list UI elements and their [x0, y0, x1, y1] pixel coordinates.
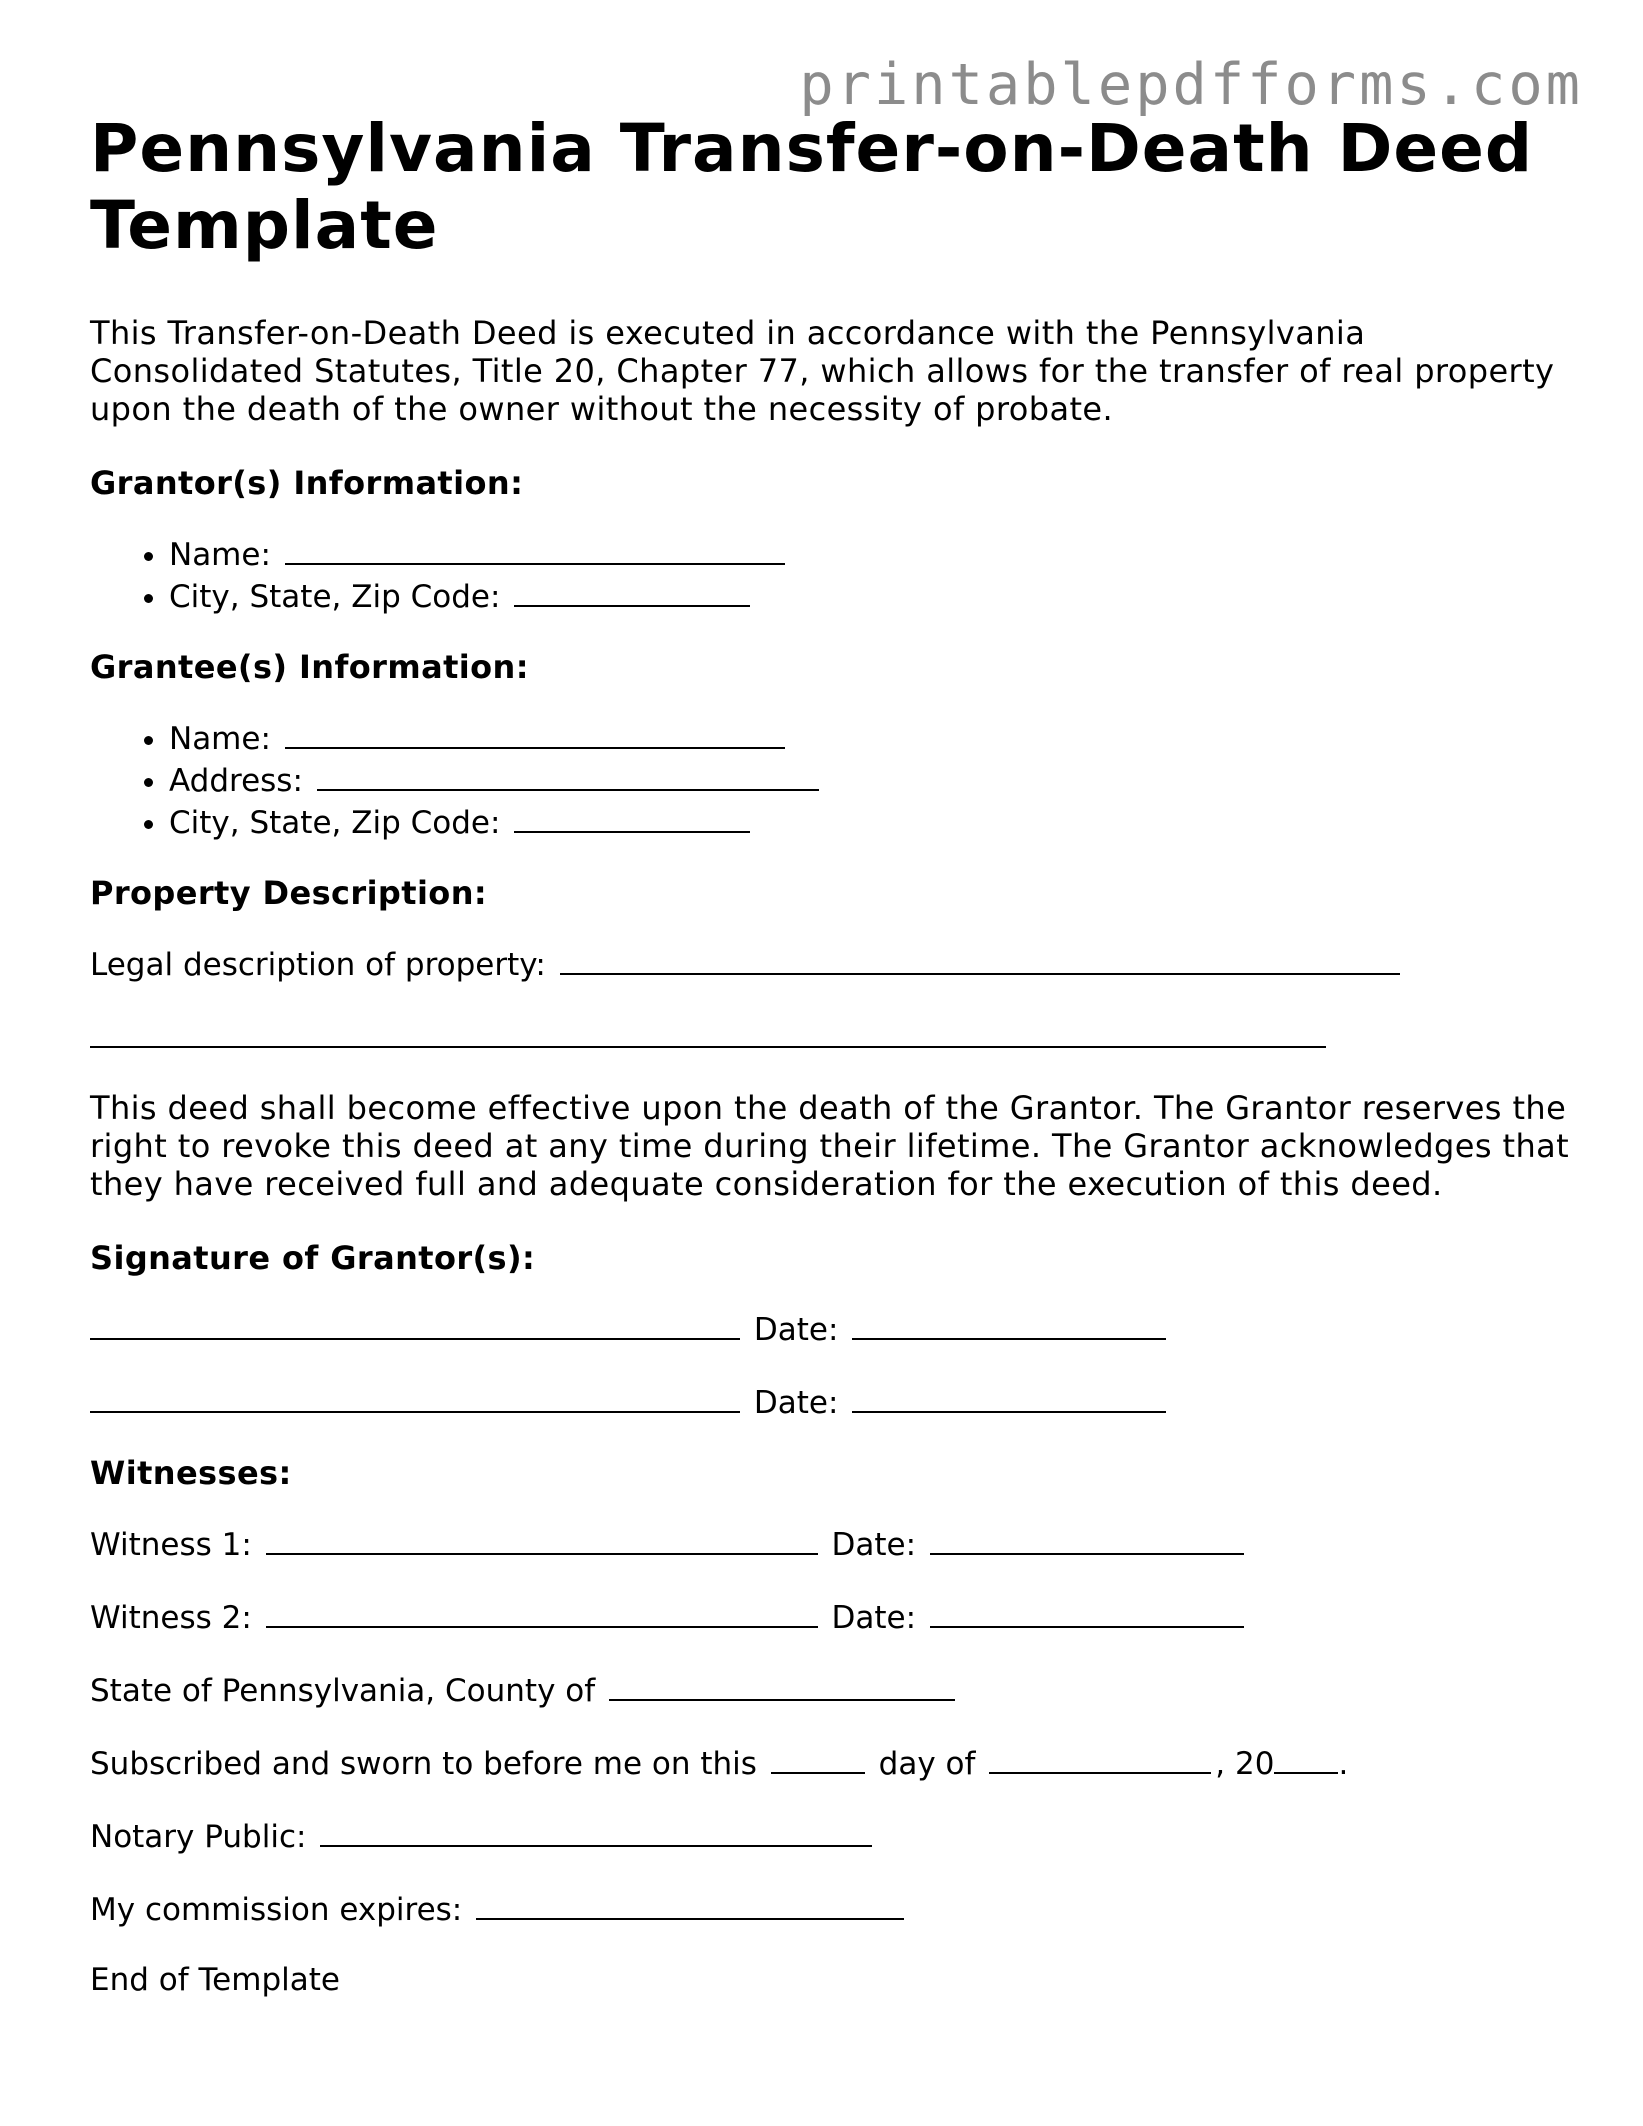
field-label: Address:	[169, 763, 303, 799]
sworn-day-blank[interactable]	[771, 1742, 865, 1774]
signature-line-1	[90, 1308, 1570, 1349]
grantor-city-field	[169, 575, 1570, 617]
commission-label: My commission expires:	[90, 1892, 463, 1928]
sworn-year-label: , 20	[1215, 1746, 1275, 1782]
grantor-name-blank[interactable]	[285, 533, 785, 565]
legal-description-line-2	[90, 1016, 1570, 1057]
legal-description-blank-2[interactable]	[90, 1016, 1326, 1048]
document-page	[90, 110, 1570, 2031]
grantee-city-blank[interactable]	[514, 801, 750, 833]
notary-public-blank[interactable]	[320, 1815, 872, 1847]
sworn-year-blank[interactable]	[1274, 1742, 1338, 1774]
field-label: Name:	[169, 537, 271, 573]
field-label: City, State, Zip Code:	[169, 805, 501, 841]
sworn-end: .	[1338, 1746, 1349, 1782]
legal-description-label: Legal description of property:	[90, 947, 546, 983]
grantee-address-field	[169, 759, 1570, 801]
signature-date-blank-2[interactable]	[852, 1381, 1166, 1413]
witness-2-label: Witness 2:	[90, 1600, 252, 1636]
witness-1-line	[90, 1523, 1570, 1564]
date-label: Date:	[831, 1600, 917, 1636]
witness-2-line	[90, 1596, 1570, 1637]
grantee-name-field	[169, 717, 1570, 759]
property-heading: Property Description:	[90, 874, 488, 912]
grantee-heading: Grantee(s) Information:	[90, 648, 529, 686]
grantee-fields	[90, 717, 1570, 843]
date-label: Date:	[831, 1527, 917, 1563]
end-text: End of Template	[90, 1962, 340, 1998]
county-blank[interactable]	[609, 1669, 955, 1701]
signature-blank-2[interactable]	[90, 1381, 740, 1413]
signature-blank-1[interactable]	[90, 1308, 740, 1340]
signature-line-2	[90, 1381, 1570, 1422]
watermark: printablepdfforms.com	[799, 52, 1583, 118]
sworn-prefix: Subscribed and sworn to before me on this	[90, 1746, 757, 1782]
date-label: Date:	[753, 1312, 839, 1348]
sworn-day-label: day of	[878, 1746, 976, 1782]
commission-line	[90, 1888, 1570, 1929]
intro-paragraph: This Transfer-on-Death Deed is executed in accordance with the Pennsylvania Consolidated Statutes, Title 20, Chapter 77, which allows for the transfer of real property upon the death of the owner without the necessity of probate.	[90, 314, 1555, 428]
sworn-month-blank[interactable]	[989, 1742, 1211, 1774]
witness-1-label: Witness 1:	[90, 1527, 252, 1563]
commission-blank[interactable]	[476, 1888, 904, 1920]
county-line	[90, 1669, 1570, 1710]
grantee-address-blank[interactable]	[317, 759, 819, 791]
grantee-name-blank[interactable]	[285, 717, 785, 749]
sworn-line	[90, 1742, 1570, 1783]
field-label: City, State, Zip Code:	[169, 579, 501, 615]
page-title: Pennsylvania Transfer-on-Death Deed Template	[90, 110, 1534, 264]
grantor-city-blank[interactable]	[514, 575, 750, 607]
county-label: State of Pennsylvania, County of	[90, 1673, 596, 1709]
grantor-fields	[90, 533, 1570, 617]
witness-1-blank[interactable]	[266, 1523, 818, 1555]
grantor-heading: Grantor(s) Information:	[90, 464, 524, 502]
notary-public-label: Notary Public:	[90, 1819, 307, 1855]
witness-2-blank[interactable]	[266, 1596, 818, 1628]
notary-public-line	[90, 1815, 1570, 1856]
grantor-name-field	[169, 533, 1570, 575]
signature-heading: Signature of Grantor(s):	[90, 1239, 536, 1277]
legal-description-line	[90, 943, 1570, 984]
witness-1-date-blank[interactable]	[930, 1523, 1244, 1555]
legal-description-blank[interactable]	[560, 943, 1400, 975]
effective-paragraph: This deed shall become effective upon the death of the Grantor. The Grantor reserves the right to revoke this deed at any time during their lifetime. The Grantor acknowledges that they have received full and adequate consideration for the execution of this deed.	[90, 1089, 1570, 1203]
date-label: Date:	[753, 1385, 839, 1421]
witness-2-date-blank[interactable]	[930, 1596, 1244, 1628]
field-label: Name:	[169, 721, 271, 757]
signature-date-blank-1[interactable]	[852, 1308, 1166, 1340]
grantee-city-field	[169, 801, 1570, 843]
witnesses-heading: Witnesses:	[90, 1454, 292, 1492]
